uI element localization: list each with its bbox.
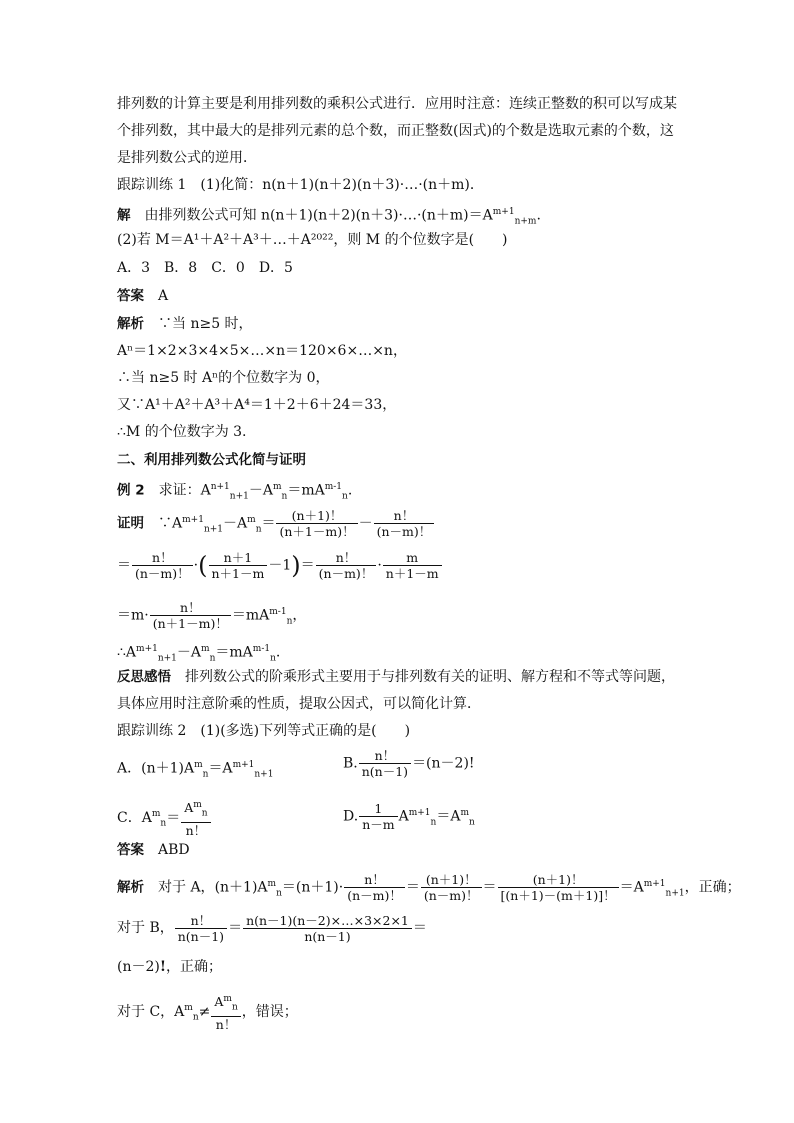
answer-label: 答案	[117, 288, 144, 304]
analysis-c: 对于 C，$A^m_n\ne$ $\frac{A^m_n}{n!}$ ，错误；	[117, 994, 298, 1032]
analysis-line-1: ∵当 n≥5 时，	[158, 316, 253, 332]
option-d: D. $\frac{1}{n-m}$ $A^{m+1}_n=A^m_n$	[343, 801, 475, 833]
solution-label: 解	[117, 207, 131, 224]
option-a: A．$(n+1)A^m_n=A^{m+1}_{n+1}$	[117, 760, 274, 780]
answer2-value: ABD	[158, 842, 190, 858]
solution-sup: m+1	[492, 207, 515, 217]
example-text-2: －A	[248, 482, 273, 499]
analysis-line-4: 又∵A¹＋A²＋A³＋A⁴＝1＋2＋6＋24＝33，	[117, 397, 397, 413]
training1-answer	[117, 287, 168, 305]
proof-line-3: ＝m· $\frac{n!}{(n+1-m)!}$ $=mA^{m-1}_n$，	[117, 600, 307, 632]
option-c-label: C．	[117, 809, 142, 826]
reflection-line-2: 具体应用时注意阶乘的性质，提取公因式，可以简化计算．	[117, 696, 481, 712]
correct-a-text: ，正确；	[684, 879, 741, 896]
analysis-b-cont: (n－2)!，正确；	[117, 959, 223, 975]
proof-line-2: ＝ $\frac{n!}{(n-m)!}$ ·( $\frac{n+1}{n+1-m}$ －1)＝ $\frac{n!}{(n-m)!}$ · $\frac{m}{n+1-m}$	[117, 550, 443, 581]
proof-line-1: 证明 $\because A^{m+1}_{n+1}-A^m_n=$ $\frac{(n+1)!}{(n+1-m)!}$ － $\frac{n!}{(n-m)!}$	[117, 505, 435, 544]
training1-question1: 跟踪训练 1 (1)化简：n(n＋1)(n＋2)(n＋3)·…·(n＋m)．	[117, 177, 484, 193]
training1-solution: 解 由排列数公式可知 $n(n+1)(n+2)(n+3)\cdot\dots\cdot(n+m)=A^{m+1}_{n+m}$.	[117, 207, 541, 227]
for-b-text: 对于 B，	[117, 920, 174, 936]
example-text-3: ＝mA	[287, 482, 325, 499]
intro-line-3: 是排列数公式的逆用．	[117, 150, 257, 166]
analysis-a: 解析 对于 A，$(n+1)A^m_n=(n+1)\cdot$ $\frac{n!}{(n-m)!}$ ＝ $\frac{(n+1)!}{(n-m)!}$ ＝ $\frac{(n+1)!}{[(n+1)-(m+1)]!}$ $=A^{m+1}_{n+1}$，正确；	[117, 872, 741, 904]
analysis2-label: 解析	[117, 879, 144, 896]
for-a-text: 对于 A，	[158, 879, 215, 896]
intro-line-2: 个排列数，其中最大的是排列元素的总个数，而正整数(因式)的个数是选取元素的个数，这	[117, 123, 674, 139]
answer2-label: 答案	[117, 842, 144, 858]
for-c-text: 对于 C，	[117, 1003, 175, 1020]
example-text: 求证：A	[158, 482, 211, 499]
option-a-label: A．	[117, 760, 142, 777]
option-c: C．$A^m_n=$ $\frac{A^m_n}{n!}$	[117, 798, 212, 839]
solution-text: 由排列数公式可知 n(n＋1)(n＋2)(n＋3)·…·(n＋m)＝A	[144, 207, 493, 224]
intro-line-1: 排列数的计算主要是利用排列数的乘积公式进行．应用时注意：连续正整数的积可以写成某	[117, 96, 677, 112]
option-d-label: D.	[343, 808, 359, 825]
proof-line-4: $\therefore A^{m+1}_{n+1}-A^m_n=mA^{m-1}_n$.	[117, 644, 281, 664]
wrong-c-text: ，错误；	[241, 1003, 298, 1020]
section-heading: 二、利用排列数公式化简与证明	[117, 452, 306, 468]
example-2: 例 2 求证：$A^{n+1}_{n+1}-A^m_n=mA^{m-1}_n$.	[117, 482, 353, 502]
solution-sub: n+m	[514, 216, 537, 227]
analysis-label: 解析	[117, 316, 144, 332]
analysis-line-5: ∴M 的个位数字为 3.	[117, 424, 247, 440]
analysis-line-2: Aⁿ＝1×2×3×4×5×…×n＝120×6×…×n，	[117, 343, 407, 359]
training1-analysis	[117, 315, 253, 333]
analysis-b: 对于 B， $\frac{n!}{n(n-1)}$ ＝ $\frac{n(n-1)(n-2)\times\dots\times 3\times 2\times 1}{n(n-1)}$ ＝	[117, 912, 427, 944]
reflection-label: 反思感悟	[117, 669, 171, 685]
option-b: B. $\frac{n!}{n(n-1)}$ ＝(n－2)!	[343, 748, 475, 779]
training2-question: 跟踪训练 2 (1)(多选)下列等式正确的是( )	[117, 723, 411, 739]
training1-options: A．3 B．8 C．0 D．5	[117, 260, 293, 276]
reflection-line-1	[117, 668, 675, 686]
example-label: 例 2	[117, 482, 145, 499]
analysis-line-3: ∴当 n≥5 时 Aⁿ的个位数字为 0，	[117, 370, 330, 386]
correct-b-text: ，正确；	[166, 959, 223, 975]
training1-question2: (2)若 M＝A¹＋A²＋A³＋…＋A²⁰²²，则 M 的个位数字是( )	[117, 232, 508, 248]
answer-value: A	[158, 288, 169, 304]
option-b-label: B.	[343, 755, 358, 772]
reflection-text: 排列数公式的阶乘形式主要用于与排列数有关的证明、解方程和不等式等问题，	[185, 669, 675, 685]
proof-label: 证明	[117, 515, 144, 532]
training2-answer	[117, 841, 190, 859]
